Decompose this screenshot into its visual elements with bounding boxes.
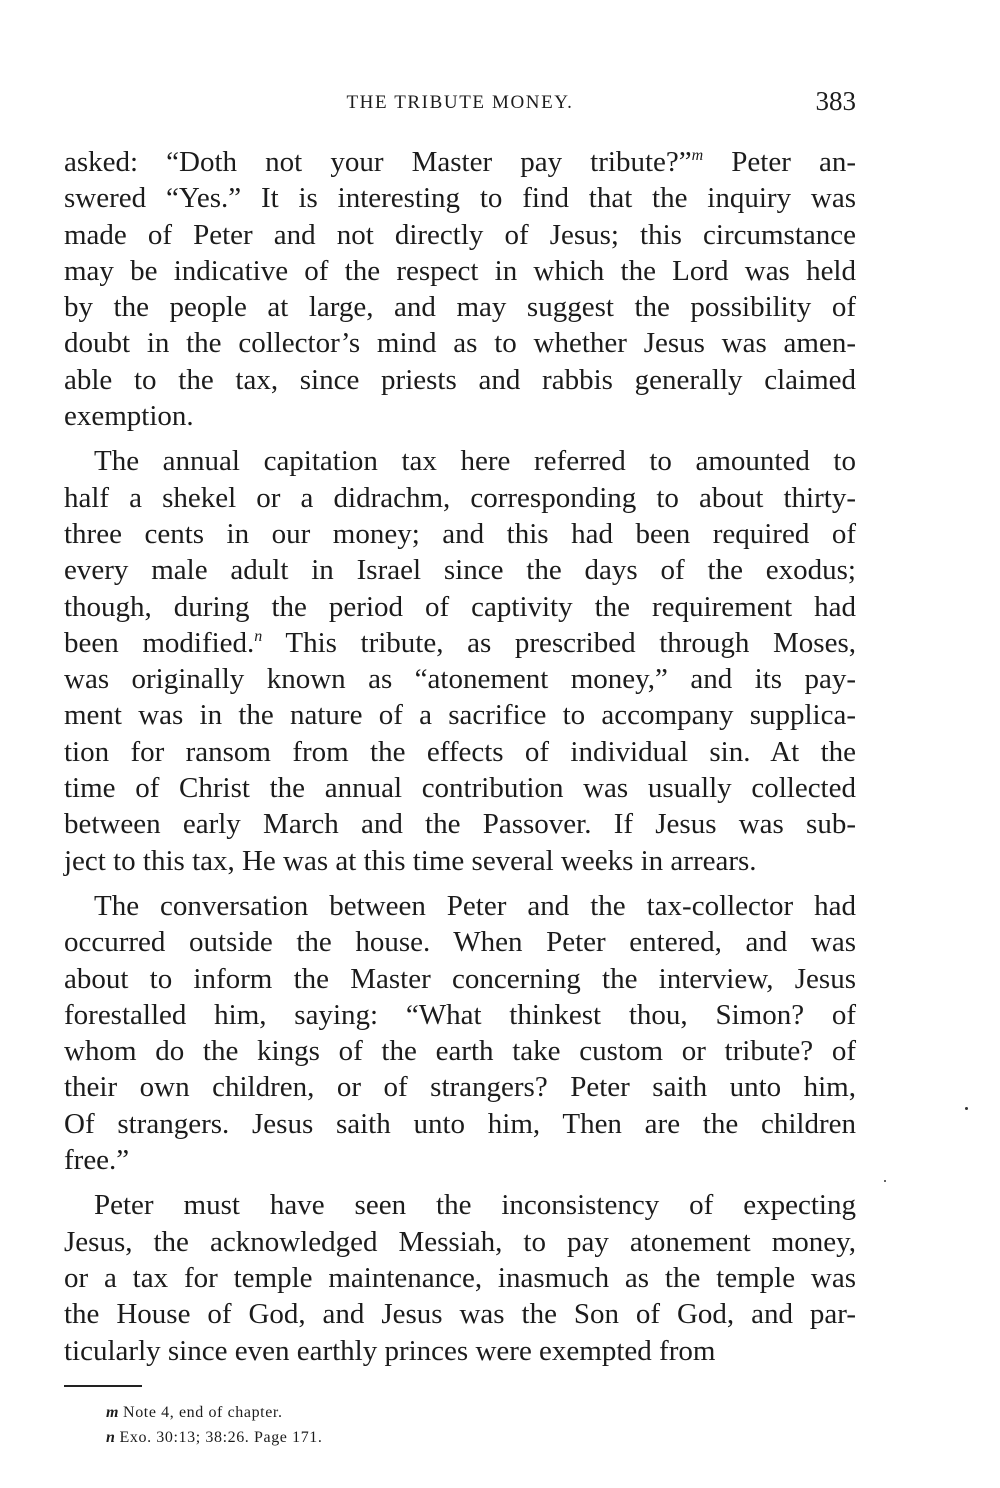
text-run: The conversation between Peter and the tax-collector had xyxy=(94,889,856,922)
text-run: time of Christ the annual contribution was usually collected xyxy=(64,772,856,805)
text-run: asked: “Doth not your Master pay tribute?” xyxy=(64,146,692,178)
print-speck xyxy=(965,1107,968,1110)
text-run: This tribute, as prescribed through Moses, xyxy=(262,626,856,659)
text-line xyxy=(64,997,856,1033)
text-line xyxy=(64,1333,856,1369)
text-run: Of strangers. Jesus saith unto him, Then are the children xyxy=(64,1107,856,1140)
text-line xyxy=(64,697,856,733)
text-run: the House of God, and Jesus was the Son of God, and par- xyxy=(64,1298,856,1331)
footnote-marker[interactable]: m xyxy=(691,147,704,164)
text-line xyxy=(64,516,856,552)
text-run: three cents in our money; and this had been required of xyxy=(64,517,856,550)
paragraph xyxy=(64,888,856,1178)
text-line xyxy=(64,253,856,289)
text-run: their own children, or of strangers? Peter saith unto him, xyxy=(64,1071,856,1104)
text-line xyxy=(64,961,856,997)
text-line xyxy=(64,217,856,253)
text-run: ment was in the nature of a sacrifice to accompany supplica- xyxy=(64,699,856,732)
text-line xyxy=(64,1260,856,1296)
body-text xyxy=(64,144,856,1369)
text-run: ject to this tax, He was at this time several weeks in arrears. xyxy=(64,844,757,877)
page-number: 383 xyxy=(815,86,856,116)
text-line xyxy=(64,770,856,806)
text-line xyxy=(64,443,856,479)
text-run: swered “Yes.” It is interesting to find that the inquiry was xyxy=(64,182,856,215)
text-line xyxy=(64,325,856,361)
text-run: Jesus, the acknowledged Messiah, to pay atonement money, xyxy=(64,1225,856,1258)
text-run: by the people at large, and may suggest the possibility of xyxy=(64,291,856,324)
text-run: occurred outside the house. When Peter entered, and was xyxy=(64,926,856,959)
print-speck xyxy=(884,1180,886,1182)
text-line xyxy=(64,1187,856,1223)
footnote-mark: m xyxy=(106,1404,120,1421)
footnote-mark: n xyxy=(106,1429,116,1446)
footnote-text: Note 4, end of chapter. xyxy=(123,1404,283,1421)
text-run: able to the tax, since priests and rabbis generally claimed xyxy=(64,363,856,396)
text-run: The annual capitation tax here referred to amounted to xyxy=(94,445,856,478)
text-run: whom do the kings of the earth take custom or tribute? of xyxy=(64,1035,856,1068)
text-run: tion for ransom from the effects of individual sin. At the xyxy=(64,735,856,768)
text-run: free.” xyxy=(64,1144,130,1177)
text-run: half a shekel or a didrachm, corresponding to about thirty- xyxy=(64,481,856,514)
text-run: every male adult in Israel since the days of the exodus; xyxy=(64,554,856,587)
text-run: doubt in the collector’s mind as to whether Jesus was amen- xyxy=(64,327,856,360)
text-line xyxy=(64,924,856,960)
text-run: between early March and the Passover. If Jesus was sub- xyxy=(64,808,856,841)
footnote-marker[interactable]: n xyxy=(254,627,263,645)
text-run: or a tax for temple maintenance, inasmuch as the temple was xyxy=(64,1261,856,1294)
text-line xyxy=(64,1106,856,1142)
text-line xyxy=(64,806,856,842)
text-line xyxy=(64,144,856,180)
text-line xyxy=(64,289,856,325)
text-line xyxy=(64,362,856,398)
running-title: THE TRIBUTE MONEY. xyxy=(346,92,574,113)
footnote-rule xyxy=(64,1385,142,1387)
text-line xyxy=(64,589,856,625)
text-line xyxy=(64,1142,856,1178)
text-line xyxy=(64,398,856,434)
footnotes xyxy=(106,1400,323,1450)
text-line xyxy=(64,734,856,770)
footnote-n xyxy=(106,1425,323,1450)
footnote-m xyxy=(106,1400,323,1425)
text-line xyxy=(64,552,856,588)
text-line xyxy=(64,1296,856,1332)
paragraph xyxy=(64,1187,856,1368)
text-run: forestalled him, saying: “What thinkest thou, Simon? of xyxy=(64,998,856,1031)
text-run: exemption. xyxy=(64,400,194,433)
footnote-text: Exo. 30:13; 38:26. Page 171. xyxy=(119,1429,323,1446)
text-line xyxy=(64,661,856,697)
text-line xyxy=(64,480,856,516)
text-line xyxy=(64,1033,856,1069)
text-run: may be indicative of the respect in which the Lord was held xyxy=(64,254,856,287)
text-run: ticularly since even earthly princes were exempted from xyxy=(64,1334,716,1367)
text-line xyxy=(64,180,856,216)
text-run: Peter must have seen the inconsistency of expecting xyxy=(94,1189,856,1222)
text-run: was originally known as “atonement money,” and its pay- xyxy=(64,663,856,696)
text-run: made of Peter and not directly of Jesus; this circumstance xyxy=(64,218,856,251)
text-run: though, during the period of captivity the requirement had xyxy=(64,590,856,623)
text-line xyxy=(64,625,856,661)
text-line xyxy=(64,1069,856,1105)
page-header xyxy=(64,86,856,122)
text-run: Peter an- xyxy=(703,146,857,178)
text-line xyxy=(64,888,856,924)
text-line xyxy=(64,1224,856,1260)
paragraph xyxy=(64,443,856,879)
text-run: about to inform the Master concerning the interview, Jesus xyxy=(64,962,856,995)
paragraph xyxy=(64,144,856,434)
text-run: been modified. xyxy=(64,626,255,659)
text-line xyxy=(64,843,856,879)
